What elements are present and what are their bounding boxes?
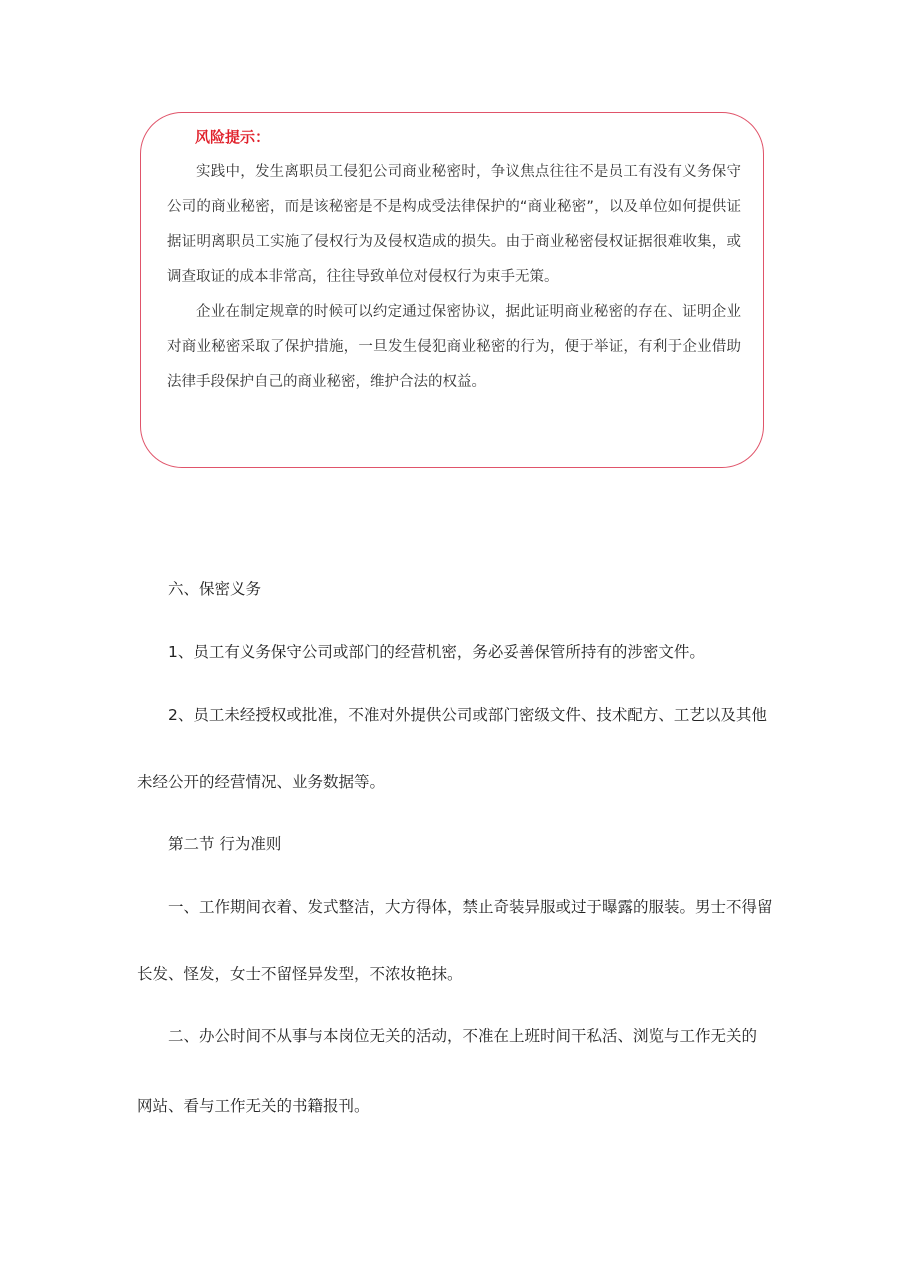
confidentiality-item-1: 1、员工有义务保守公司或部门的经营机密，务必妥善保管所持有的涉密文件。 xyxy=(168,643,705,661)
conduct-rule-2-line-2: 网站、看与工作无关的书籍报刊。 xyxy=(137,1097,370,1115)
conduct-rule-1-line-1: 一、工作期间衣着、发式整洁，大方得体，禁止奇装异服或过于曝露的服装。男士不得留 xyxy=(168,898,773,916)
risk-notice-paragraph-1: 实践中，发生离职员工侵犯公司商业秘密时，争议焦点往往不是员工有没有义务保守公司的商业秘密，而是该秘密是不是构成受法律保护的“商业秘密”，以及单位如何提供证据证明离职员工实施了侵权行为及侵权造成的损失。由于商业秘密侵权证据很难收集，或调查取证的成本非常高，往往导致单位对侵权行为束手无策。 xyxy=(167,164,741,285)
risk-notice-box xyxy=(140,112,764,468)
risk-notice-title: 风险提示： xyxy=(195,128,271,146)
confidentiality-item-2-line-1: 2、员工未经授权或批准，不准对外提供公司或部门密级文件、技术配方、工艺以及其他 xyxy=(168,706,767,724)
conduct-rule-1-line-2: 长发、怪发，女士不留怪异发型，不浓妆艳抹。 xyxy=(137,965,463,983)
confidentiality-item-2-line-2: 未经公开的经营情况、业务数据等。 xyxy=(137,773,386,791)
section-heading-confidentiality: 六、保密义务 xyxy=(168,580,262,598)
risk-notice-paragraph-2: 企业在制定规章的时候可以约定通过保密协议，据此证明商业秘密的存在、证明企业对商业秘密采取了保护措施，一旦发生侵犯商业秘密的行为，便于举证，有利于企业借助法律手段保护自己的商业秘密，维护合法的权益。 xyxy=(167,304,741,390)
conduct-rule-2-line-1: 二、办公时间不从事与本岗位无关的活动，不准在上班时间干私活、浏览与工作无关的 xyxy=(168,1027,758,1045)
section-heading-code-of-conduct: 第二节 行为准则 xyxy=(168,835,282,853)
